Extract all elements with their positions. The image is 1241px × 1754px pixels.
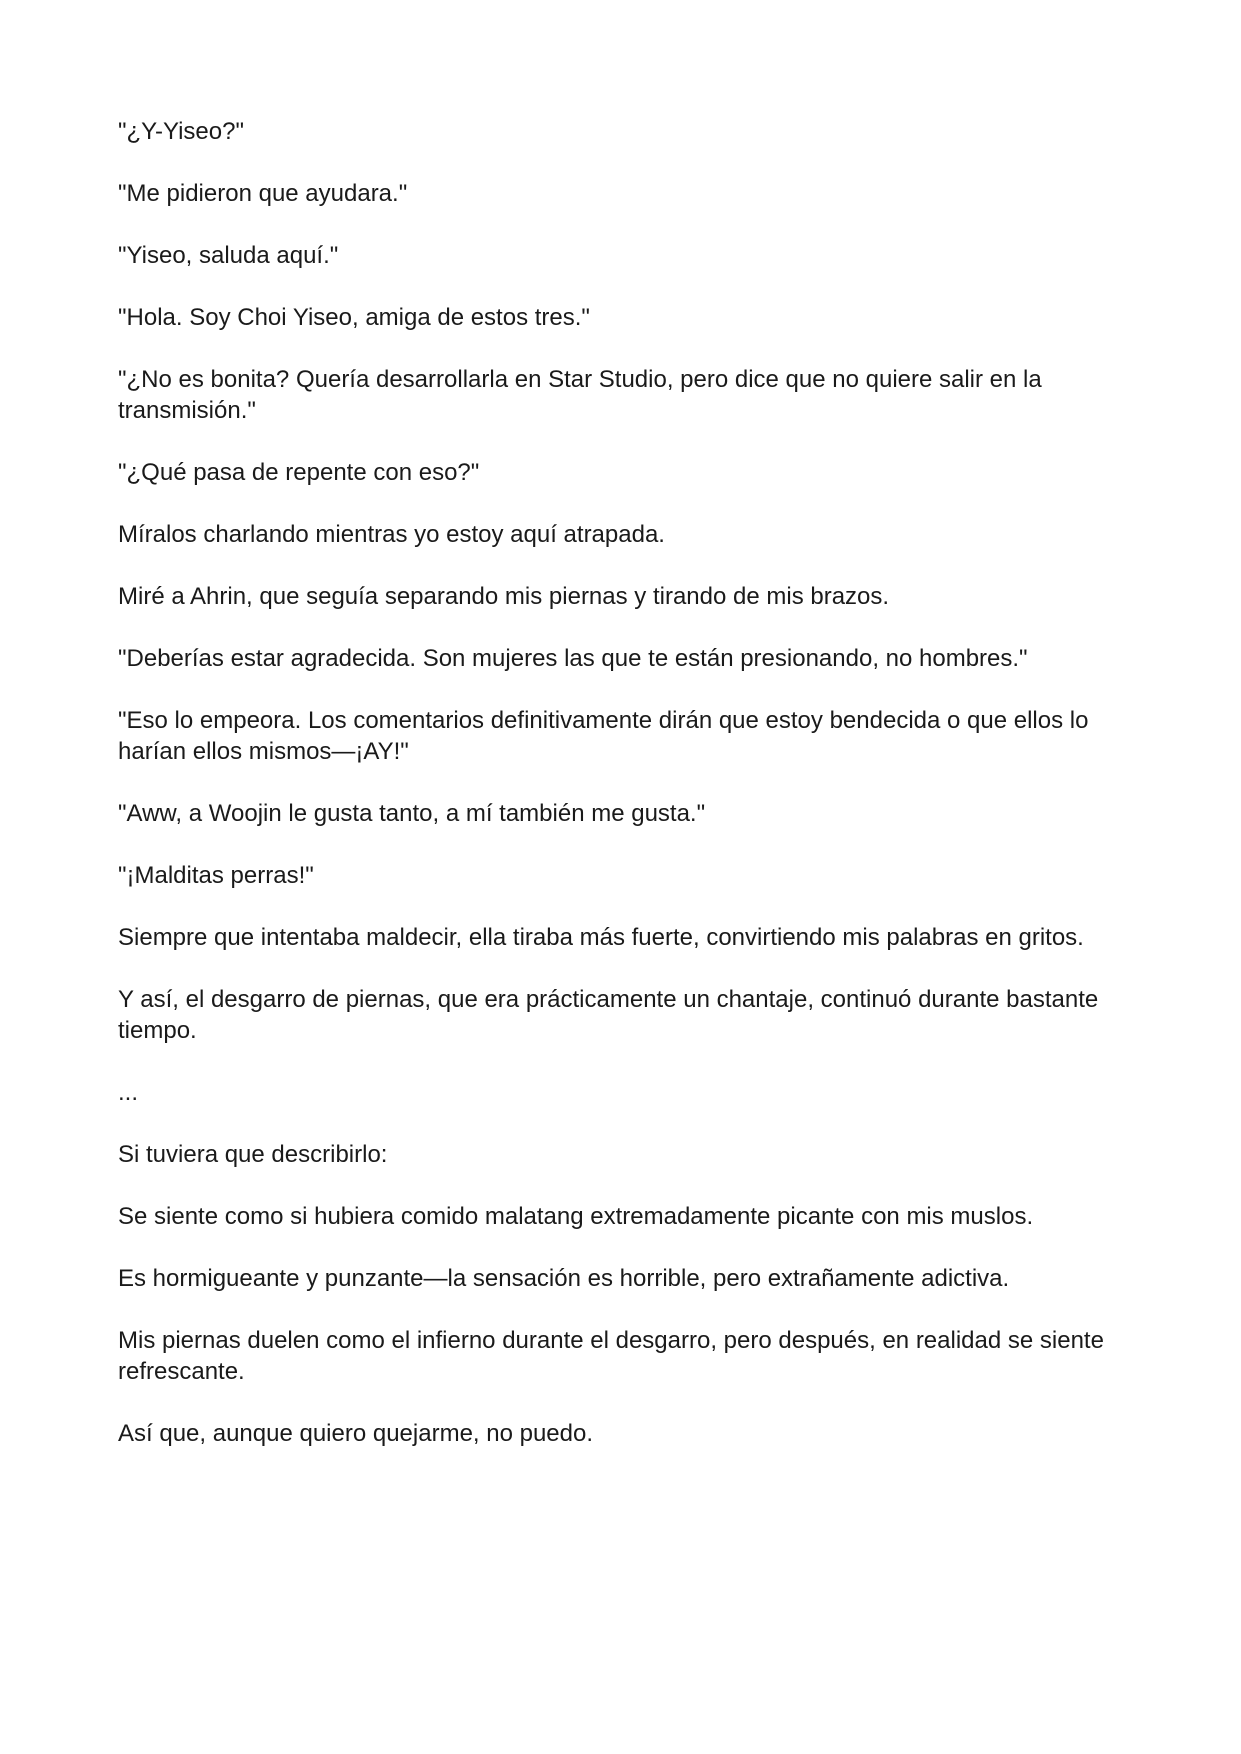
paragraph: "Aww, a Woojin le gusta tanto, a mí también me gusta.": [118, 800, 706, 827]
paragraph: "Deberías estar agradecida. Son mujeres las que te están presionando, no hombres.": [118, 645, 1028, 672]
paragraph: Si tuviera que describirlo:: [118, 1141, 388, 1168]
ellipsis-separator: ...: [118, 1079, 139, 1106]
paragraph: "Hola. Soy Choi Yiseo, amiga de estos tres.": [118, 304, 590, 331]
paragraph: Míralos charlando mientras yo estoy aquí atrapada.: [118, 521, 665, 548]
paragraph: "¿No es bonita? Quería desarrollarla en Star Studio, pero dice que no quiere salir en la transmisión.": [118, 366, 1042, 424]
paragraph: "Yiseo, saluda aquí.": [118, 242, 339, 269]
paragraph: "¡Malditas perras!": [118, 862, 314, 889]
paragraph: Miré a Ahrin, que seguía separando mis piernas y tirando de mis brazos.: [118, 583, 890, 610]
paragraph: Se siente como si hubiera comido malatang extremadamente picante con mis muslos.: [118, 1203, 1034, 1230]
paragraph: Así que, aunque quiero quejarme, no puedo.: [118, 1420, 594, 1447]
document-body: [118, 116, 1128, 1480]
paragraph: Siempre que intentaba maldecir, ella tiraba más fuerte, convirtiendo mis palabras en gritos.: [118, 924, 1084, 951]
paragraph: "¿Qué pasa de repente con eso?": [118, 459, 480, 486]
paragraph: Es hormigueante y punzante—la sensación es horrible, pero extrañamente adictiva.: [118, 1265, 1010, 1292]
paragraph: "Me pidieron que ayudara.": [118, 180, 408, 207]
paragraph: Mis piernas duelen como el infierno durante el desgarro, pero después, en realidad se siente refrescante.: [118, 1327, 1104, 1385]
paragraph: "¿Y-Yiseo?": [118, 118, 244, 145]
paragraph: Y así, el desgarro de piernas, que era prácticamente un chantaje, continuó durante bastante tiempo.: [118, 986, 1099, 1044]
paragraph: "Eso lo empeora. Los comentarios definitivamente dirán que estoy bendecida o que ellos lo harían ellos mismos—¡AY!": [118, 707, 1089, 765]
